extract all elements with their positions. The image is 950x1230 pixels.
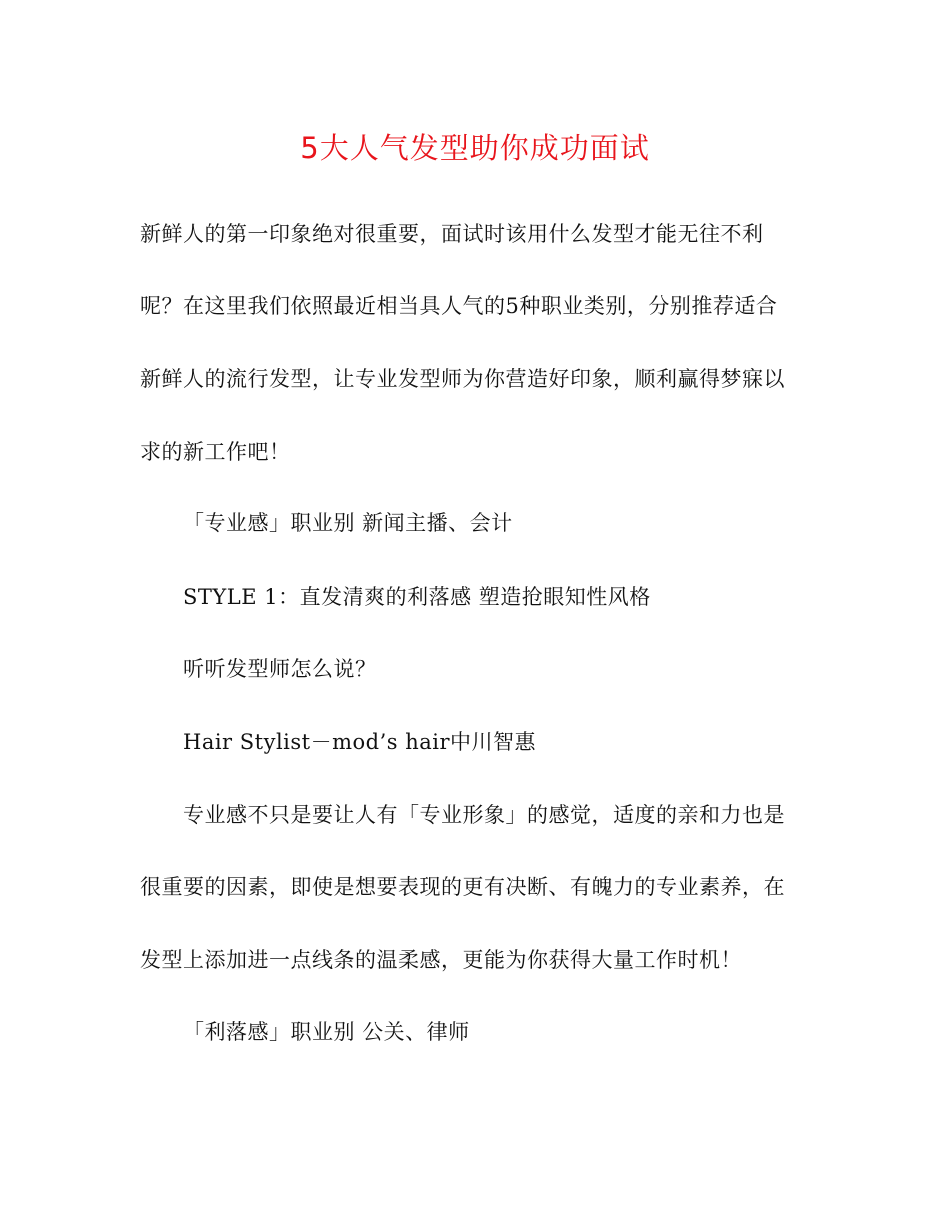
intro-line-1: 新鲜人的第一印象绝对很重要，面试时该用什么发型才能无往不利: [140, 222, 764, 246]
section2-category: 「利落感」职业别 公关、律师: [183, 1020, 470, 1044]
section1-body-line-1: 专业感不只是要让人有「专业形象」的感觉，适度的亲和力也是: [183, 803, 785, 827]
section1-body-line-3: 发型上添加进一点线条的温柔感，更能为你获得大量工作时机！: [140, 948, 742, 972]
section1-stylist: Hair Stylist－mod’s hair中川智惠: [183, 730, 537, 754]
section1-style-heading: STYLE 1：直发清爽的利落感 塑造抢眼知性风格: [183, 585, 651, 609]
intro-line-3: 新鲜人的流行发型，让专业发型师为你营造好印象，顺利赢得梦寐以: [140, 367, 785, 391]
intro-line-4: 求的新工作吧！: [140, 440, 291, 464]
section1-listen-heading: 听听发型师怎么说？: [183, 657, 377, 681]
section1-category: 「专业感」职业别 新闻主播、会计: [183, 511, 513, 535]
section1-body-line-2: 很重要的因素，即使是想要表现的更有决断、有魄力的专业素养，在: [140, 875, 785, 899]
intro-line-2: 呢？在这里我们依照最近相当具人气的5种职业类别，分别推荐适合: [140, 294, 778, 318]
document-title: 5大人气发型助你成功面试: [300, 131, 650, 165]
